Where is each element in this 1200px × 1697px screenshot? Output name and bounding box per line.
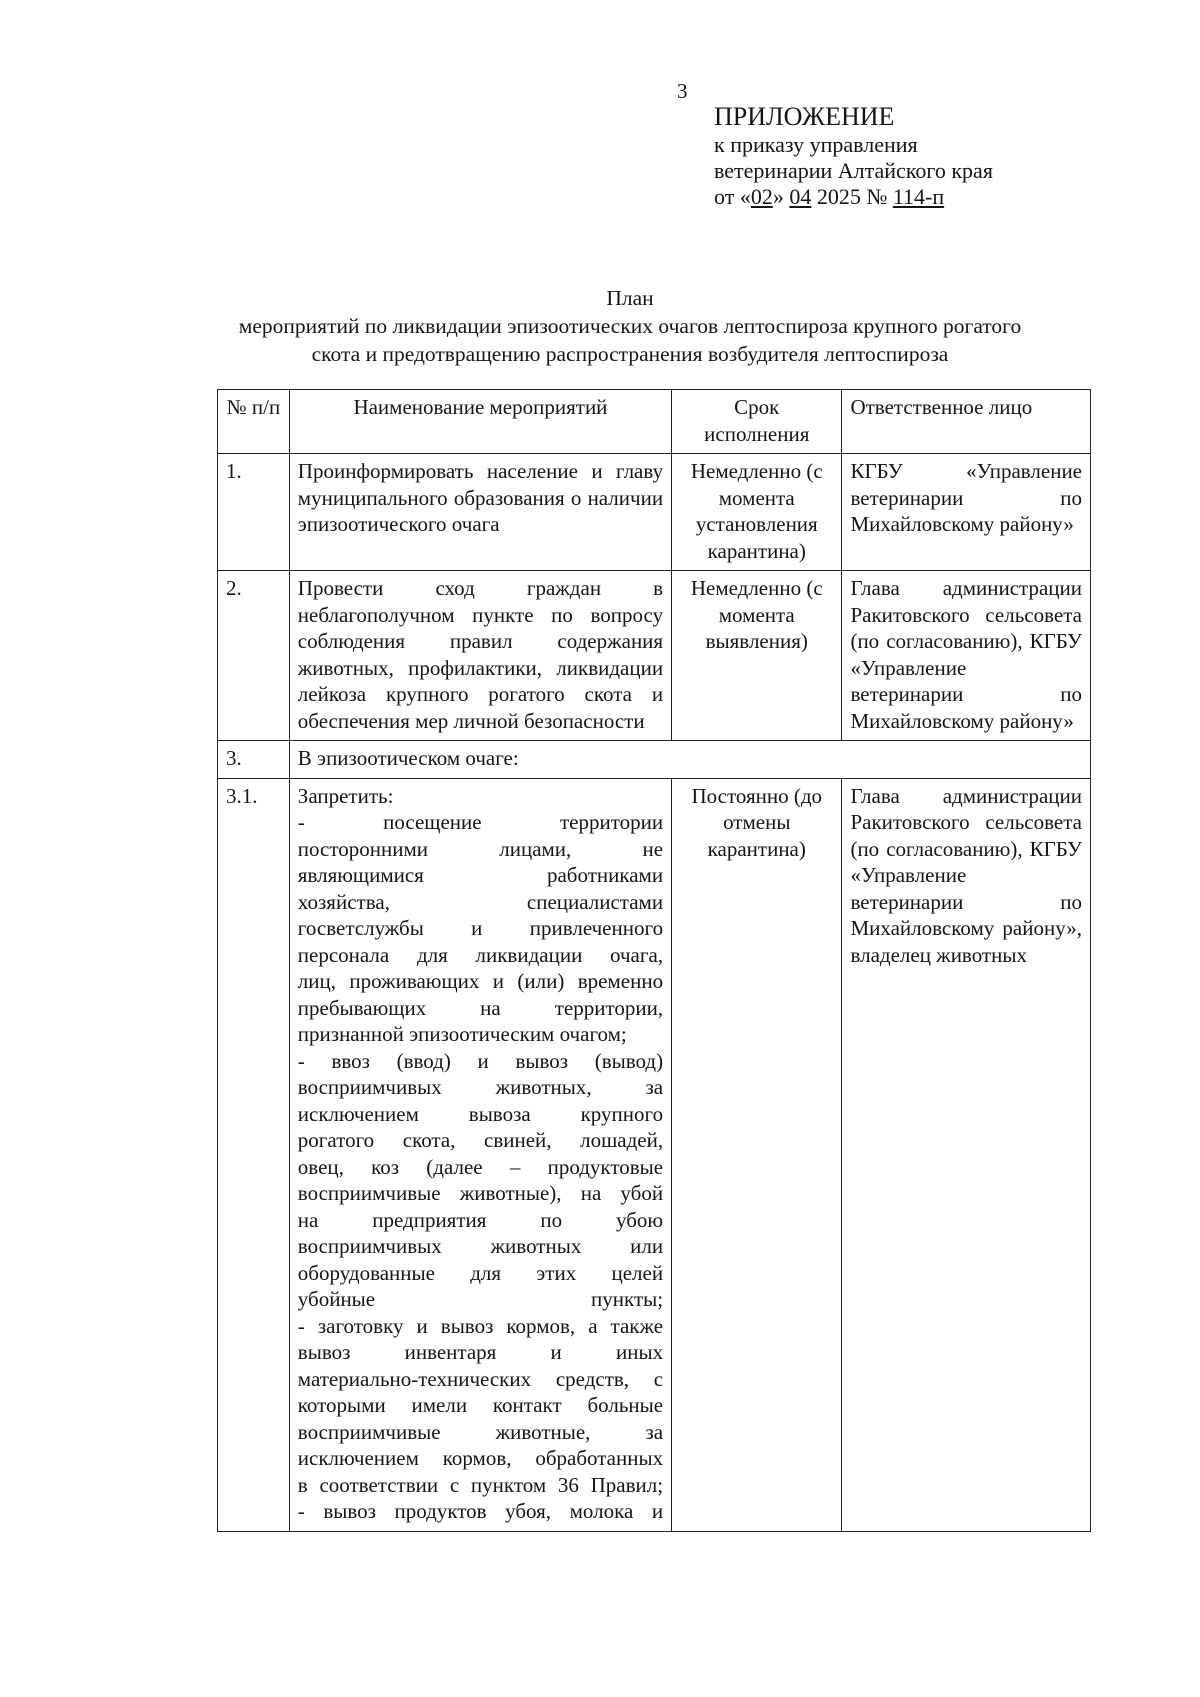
row-term: Немедленно (с момента установления карантина) bbox=[672, 454, 842, 571]
row-term: Немедленно (с момента выявления) bbox=[672, 571, 842, 741]
row-name: Проинформировать население и главу муниципального образования о наличии эпизоотического очага bbox=[289, 454, 671, 571]
name-line: - посещение территории bbox=[297, 810, 664, 834]
name-line: исключением вывоза крупного bbox=[297, 1101, 664, 1126]
appendix-line-2: ветеринарии Алтайского края bbox=[714, 158, 993, 183]
name-line: овец, коз (далее – продуктовые bbox=[297, 1154, 664, 1179]
row-num: 1. bbox=[218, 454, 290, 571]
row-section-heading: В эпизоотическом очаге: bbox=[289, 741, 1090, 779]
name-line: восприимчивых животных или bbox=[297, 1234, 664, 1258]
name-line: которыми имели контакт больные bbox=[297, 1393, 664, 1417]
name-line: хозяйства, специалистами bbox=[297, 889, 664, 914]
plan-title bbox=[180, 284, 1080, 368]
name-line: - ввоз (ввод) и вывоз (вывод) bbox=[297, 1048, 664, 1073]
name-line: восприимчивых животных, за bbox=[297, 1075, 664, 1099]
row-num: 3.1. bbox=[218, 778, 290, 1531]
name-line: персонала для ликвидации очага, bbox=[297, 942, 664, 967]
order-number: 114-п bbox=[892, 184, 945, 209]
name-line: восприимчивые животные), на убой bbox=[297, 1181, 664, 1205]
row-num: 3. bbox=[218, 741, 290, 779]
name-line: исключением кормов, обработанных bbox=[297, 1446, 664, 1470]
name-line: лиц, проживающих и (или) временно bbox=[297, 969, 664, 993]
header-num: № п/п bbox=[218, 390, 290, 454]
title-line-3: скота и предотвращению распространения возбудителя лептоспироза bbox=[311, 342, 949, 366]
table-header-row bbox=[218, 390, 1091, 454]
row-resp: Глава администрации Ракитовского сельсовета (по согласованию), КГБУ «Управление ветеринарии по Михайловскому району», владелец животных bbox=[842, 778, 1091, 1531]
name-line: убойные пункты; bbox=[297, 1287, 664, 1311]
appendix-date-line bbox=[714, 184, 993, 210]
header-resp: Ответственное лицо bbox=[842, 390, 1091, 454]
date-sep: » bbox=[772, 184, 790, 209]
appendix-heading: ПРИЛОЖЕНИЕ bbox=[714, 102, 895, 131]
name-line: Запретить: bbox=[297, 783, 394, 808]
table-row bbox=[218, 741, 1091, 779]
name-line: оборудованные для этих целей bbox=[297, 1260, 664, 1285]
table-row bbox=[218, 571, 1091, 741]
name-line: рогатого скота, свиней, лошадей, bbox=[297, 1128, 664, 1152]
name-line: материально-технических средств, с bbox=[297, 1366, 664, 1391]
appendix-line-1: к приказу управления bbox=[714, 132, 918, 157]
table-row bbox=[218, 778, 1091, 1531]
page-number: 3 bbox=[677, 79, 688, 103]
header-term: Срок исполнения bbox=[672, 390, 842, 454]
date-year: 2025 № bbox=[811, 184, 893, 209]
row-name: Провести сход граждан в неблагополучном пункте по вопросу соблюдения правил содержания животных, профилактики, ликвидации лейкоза крупного рогатого скота и обеспечения мер личной безопасности bbox=[289, 571, 671, 741]
name-line: пребывающих на территории, bbox=[297, 995, 664, 1020]
name-line: - заготовку и вывоз кормов, а также bbox=[297, 1313, 664, 1338]
row-num: 2. bbox=[218, 571, 290, 741]
date-prefix: от « bbox=[714, 184, 751, 209]
name-line: признанной эпизоотическим очагом; bbox=[297, 1022, 627, 1046]
date-day: 02 bbox=[750, 184, 773, 209]
name-line: в соответствии с пунктом 36 Правил; bbox=[297, 1472, 664, 1497]
name-line: являющимися работниками bbox=[297, 863, 664, 887]
name-line: на предприятия по убою bbox=[297, 1207, 664, 1232]
name-line: восприимчивые животные, за bbox=[297, 1419, 664, 1444]
title-line-2: мероприятий по ликвидации эпизоотических очагов лептоспироза крупного рогатого bbox=[238, 314, 1022, 338]
name-line: посторонними лицами, не bbox=[297, 836, 664, 861]
table-row bbox=[218, 454, 1091, 571]
name-line: - вывоз продуктов убоя, молока и bbox=[297, 1499, 664, 1523]
title-line-1: План bbox=[606, 286, 654, 310]
date-month: 04 bbox=[789, 184, 812, 209]
appendix-block bbox=[714, 102, 993, 210]
row-resp: Глава администрации Ракитовского сельсовета (по согласованию), КГБУ «Управление ветеринарии по Михайловскому району» bbox=[842, 571, 1091, 741]
row-resp: КГБУ «Управление ветеринарии по Михайловскому району» bbox=[842, 454, 1091, 571]
plan-table bbox=[217, 389, 1091, 1532]
header-name: Наименование мероприятий bbox=[289, 390, 671, 454]
name-line: госветслужбы и привлеченного bbox=[297, 916, 664, 940]
name-line: вывоз инвентаря и иных bbox=[297, 1340, 664, 1364]
row-name bbox=[289, 778, 671, 1531]
row-term: Постоянно (до отмены карантина) bbox=[672, 778, 842, 1531]
